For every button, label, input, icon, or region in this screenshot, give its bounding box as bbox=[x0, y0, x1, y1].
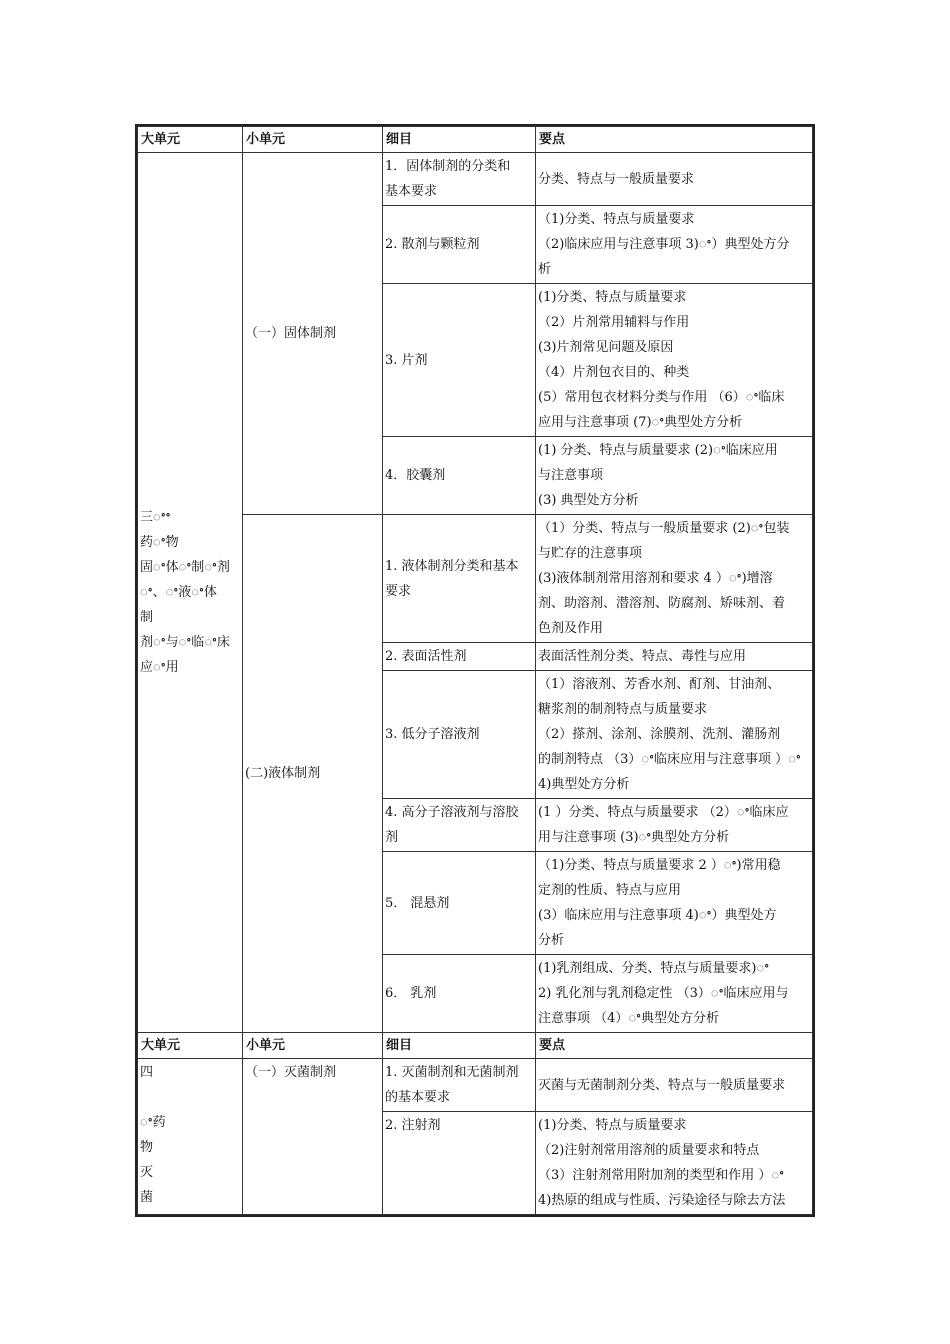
points-line: 剂、助溶剂、潜溶剂、防腐剂、矫味剂、着 bbox=[538, 596, 786, 611]
major-unit-line: 应ꢀ用 bbox=[140, 660, 179, 675]
detail-line: 1．固体制剂的分类和 bbox=[385, 159, 511, 174]
detail-cell bbox=[383, 955, 536, 1033]
major-unit-line: 四 bbox=[140, 1065, 154, 1080]
points-line: (1) 分类、特点与质量要求 (2)ꢀ临床应用 bbox=[538, 443, 778, 458]
major-unit-line: 物 bbox=[140, 1140, 154, 1155]
detail-cell bbox=[383, 284, 536, 437]
major-unit-spacer bbox=[140, 1085, 240, 1110]
detail-line: 3. 片剂 bbox=[385, 352, 428, 368]
detail-line: 1. 灭菌制剂和无菌制剂 bbox=[385, 1065, 519, 1080]
minor-unit-name: （一）灭菌制剂 bbox=[245, 1065, 337, 1080]
points-line: (1)分类、特点与质量要求 bbox=[538, 290, 687, 305]
detail-line: 2. 注射剂 bbox=[385, 1118, 441, 1133]
points-line: (5）常用包衣材料分类与作用 （6）ꢀ临床 bbox=[538, 390, 785, 405]
major-unit-line: ꢀ、ꢀ液ꢀ体 bbox=[140, 585, 217, 600]
minor-unit-name: (二)液体制剂 bbox=[245, 766, 321, 781]
points-line: 应用与注意事项 (7)ꢀ典型处方分析 bbox=[538, 415, 743, 430]
detail-line: 3. 低分子溶液剂 bbox=[385, 727, 480, 742]
points-line: 分类、特点与一般质量要求 bbox=[538, 171, 695, 187]
points-cell bbox=[536, 671, 813, 799]
major-unit-line: 固ꢀ体ꢀ制ꢀ剂 bbox=[140, 560, 230, 575]
points-line: （1）分类、特点与一般质量要求 (2)ꢀ包装 bbox=[538, 521, 790, 536]
points-line: 2) 乳化剂与乳剂稳定性 （3）ꢀ临床应用与 bbox=[538, 986, 789, 1001]
points-line: （1)分类、特点与质量要求 bbox=[538, 212, 695, 227]
points-line: 分析 bbox=[538, 933, 565, 948]
detail-cell bbox=[383, 515, 536, 643]
points-cell bbox=[536, 1059, 813, 1112]
detail-cell bbox=[383, 153, 536, 206]
points-line: 4)热原的组成与性质、污染途径与除去方法 bbox=[538, 1193, 786, 1208]
points-cell bbox=[536, 799, 813, 852]
detail-line: 2. 表面活性剂 bbox=[385, 649, 467, 664]
table-row bbox=[138, 1059, 813, 1112]
detail-line: 1. 液体制剂分类和基本 bbox=[385, 558, 519, 574]
points-line: 色剂及作用 bbox=[538, 621, 604, 636]
points-cell bbox=[536, 852, 813, 955]
points-line: (3) 典型处方分析 bbox=[538, 493, 639, 508]
points-line: （1)分类、特点与质量要求 2 ）ꢀ)常用稳 bbox=[538, 858, 781, 873]
points-line: （2)临床应用与注意事项 3)ꢀ）典型处方分 bbox=[538, 237, 790, 252]
detail-cell bbox=[383, 1112, 536, 1215]
detail-cell bbox=[383, 799, 536, 852]
points-line: (3)片剂常见问题及原因 bbox=[538, 340, 674, 355]
points-cell bbox=[536, 437, 813, 515]
points-cell bbox=[536, 206, 813, 284]
points-line: （2)注射剂常用溶剂的质量要求和特点 bbox=[538, 1143, 760, 1158]
points-cell bbox=[536, 153, 813, 206]
points-line: （4）片剂包衣目的、种类 bbox=[538, 365, 690, 380]
points-cell bbox=[536, 515, 813, 643]
detail-line: 6． 乳剂 bbox=[385, 986, 437, 1001]
major-unit-line: 三ꢀꢀ bbox=[140, 510, 171, 525]
points-line: 用与注意事项 (3)ꢀ典型处方分析 bbox=[538, 830, 730, 845]
points-cell bbox=[536, 284, 813, 437]
header-row bbox=[138, 127, 813, 153]
detail-cell bbox=[383, 1059, 536, 1112]
points-line: 与注意事项 bbox=[538, 468, 604, 483]
major-unit-line: 药ꢀ物 bbox=[140, 535, 179, 550]
points-line: (1)乳剂组成、分类、特点与质量要求)ꢀ bbox=[538, 961, 770, 976]
header-major-unit: 大单元 bbox=[138, 1033, 243, 1059]
detail-line: 要求 bbox=[385, 583, 412, 599]
detail-cell bbox=[383, 852, 536, 955]
detail-line: 2. 散剂与颗粒剂 bbox=[385, 237, 480, 252]
header-detail: 细目 bbox=[383, 1033, 536, 1059]
detail-line: 基本要求 bbox=[385, 184, 438, 199]
points-line: （2）搽剂、涂剂、涂膜剂、洗剂、灌肠剂 bbox=[538, 727, 781, 742]
table-row bbox=[138, 153, 813, 206]
major-unit-cell bbox=[138, 1059, 243, 1215]
points-line: 注意事项 （4）ꢀ典型处方分析 bbox=[538, 1011, 720, 1026]
major-unit-cell bbox=[138, 153, 243, 1033]
detail-line: 4．胶囊剂 bbox=[385, 468, 446, 483]
header-key-points: 要点 bbox=[536, 127, 813, 153]
header-detail: 细目 bbox=[383, 127, 536, 153]
points-line: (1)分类、特点与质量要求 bbox=[538, 1118, 687, 1133]
points-cell bbox=[536, 955, 813, 1033]
points-line: （3）注射剂常用附加剂的类型和作用 ）ꢀ bbox=[538, 1168, 785, 1183]
points-line: (1 ）分类、特点与质量要求 （2）ꢀ临床应 bbox=[538, 805, 789, 820]
major-unit-line: 制 bbox=[140, 610, 154, 625]
major-unit-line: ꢀ药 bbox=[140, 1115, 166, 1130]
header-major-unit: 大单元 bbox=[138, 127, 243, 153]
header-minor-unit: 小单元 bbox=[243, 1033, 383, 1059]
detail-line: 的基本要求 bbox=[385, 1090, 451, 1105]
major-unit-line: 剂ꢀ与ꢀ临ꢀ床 bbox=[140, 635, 230, 650]
detail-cell bbox=[383, 437, 536, 515]
minor-unit-cell bbox=[243, 1059, 383, 1215]
points-cell bbox=[536, 643, 813, 671]
points-line: 4)典型处方分析 bbox=[538, 777, 630, 792]
points-line: 灭菌与无菌制剂分类、特点与一般质量要求 bbox=[538, 1077, 786, 1093]
minor-unit-cell bbox=[243, 515, 383, 1033]
points-line: 与贮存的注意事项 bbox=[538, 546, 643, 561]
header-key-points: 要点 bbox=[536, 1033, 813, 1059]
detail-cell bbox=[383, 643, 536, 671]
points-line: 的制剂特点 （3）ꢀ临床应用与注意事项 ）ꢀ bbox=[538, 752, 801, 767]
detail-line: 4. 高分子溶液剂与溶胶 bbox=[385, 805, 519, 820]
points-line: (3)液体制剂常用溶剂和要求 4 ）ꢀ)增溶 bbox=[538, 571, 773, 586]
detail-line: 5． 混悬剂 bbox=[385, 895, 450, 911]
detail-cell bbox=[383, 671, 536, 799]
major-unit-line: 菌 bbox=[140, 1190, 154, 1205]
points-line: 定剂的性质、特点与应用 bbox=[538, 883, 682, 898]
minor-unit-cell bbox=[243, 153, 383, 515]
major-unit-line: 灭 bbox=[140, 1165, 154, 1180]
points-line: （1）溶液剂、芳香水剂、酊剂、甘油剂、 bbox=[538, 677, 781, 692]
detail-cell bbox=[383, 206, 536, 284]
detail-line: 剂 bbox=[385, 830, 399, 845]
points-line: 表面活性剂分类、特点、毒性与应用 bbox=[538, 649, 747, 664]
header-minor-unit: 小单元 bbox=[243, 127, 383, 153]
header-row bbox=[138, 1033, 813, 1059]
points-line: （2）片剂常用辅料与作用 bbox=[538, 315, 690, 330]
points-line: 析 bbox=[538, 262, 552, 277]
syllabus-table bbox=[135, 124, 815, 1217]
points-line: (3）临床应用与注意事项 4)ꢀ）典型处方 bbox=[538, 908, 777, 923]
points-cell bbox=[536, 1112, 813, 1215]
minor-unit-name: （一）固体制剂 bbox=[245, 326, 337, 341]
points-line: 糖浆剂的制剂特点与质量要求 bbox=[538, 702, 708, 717]
